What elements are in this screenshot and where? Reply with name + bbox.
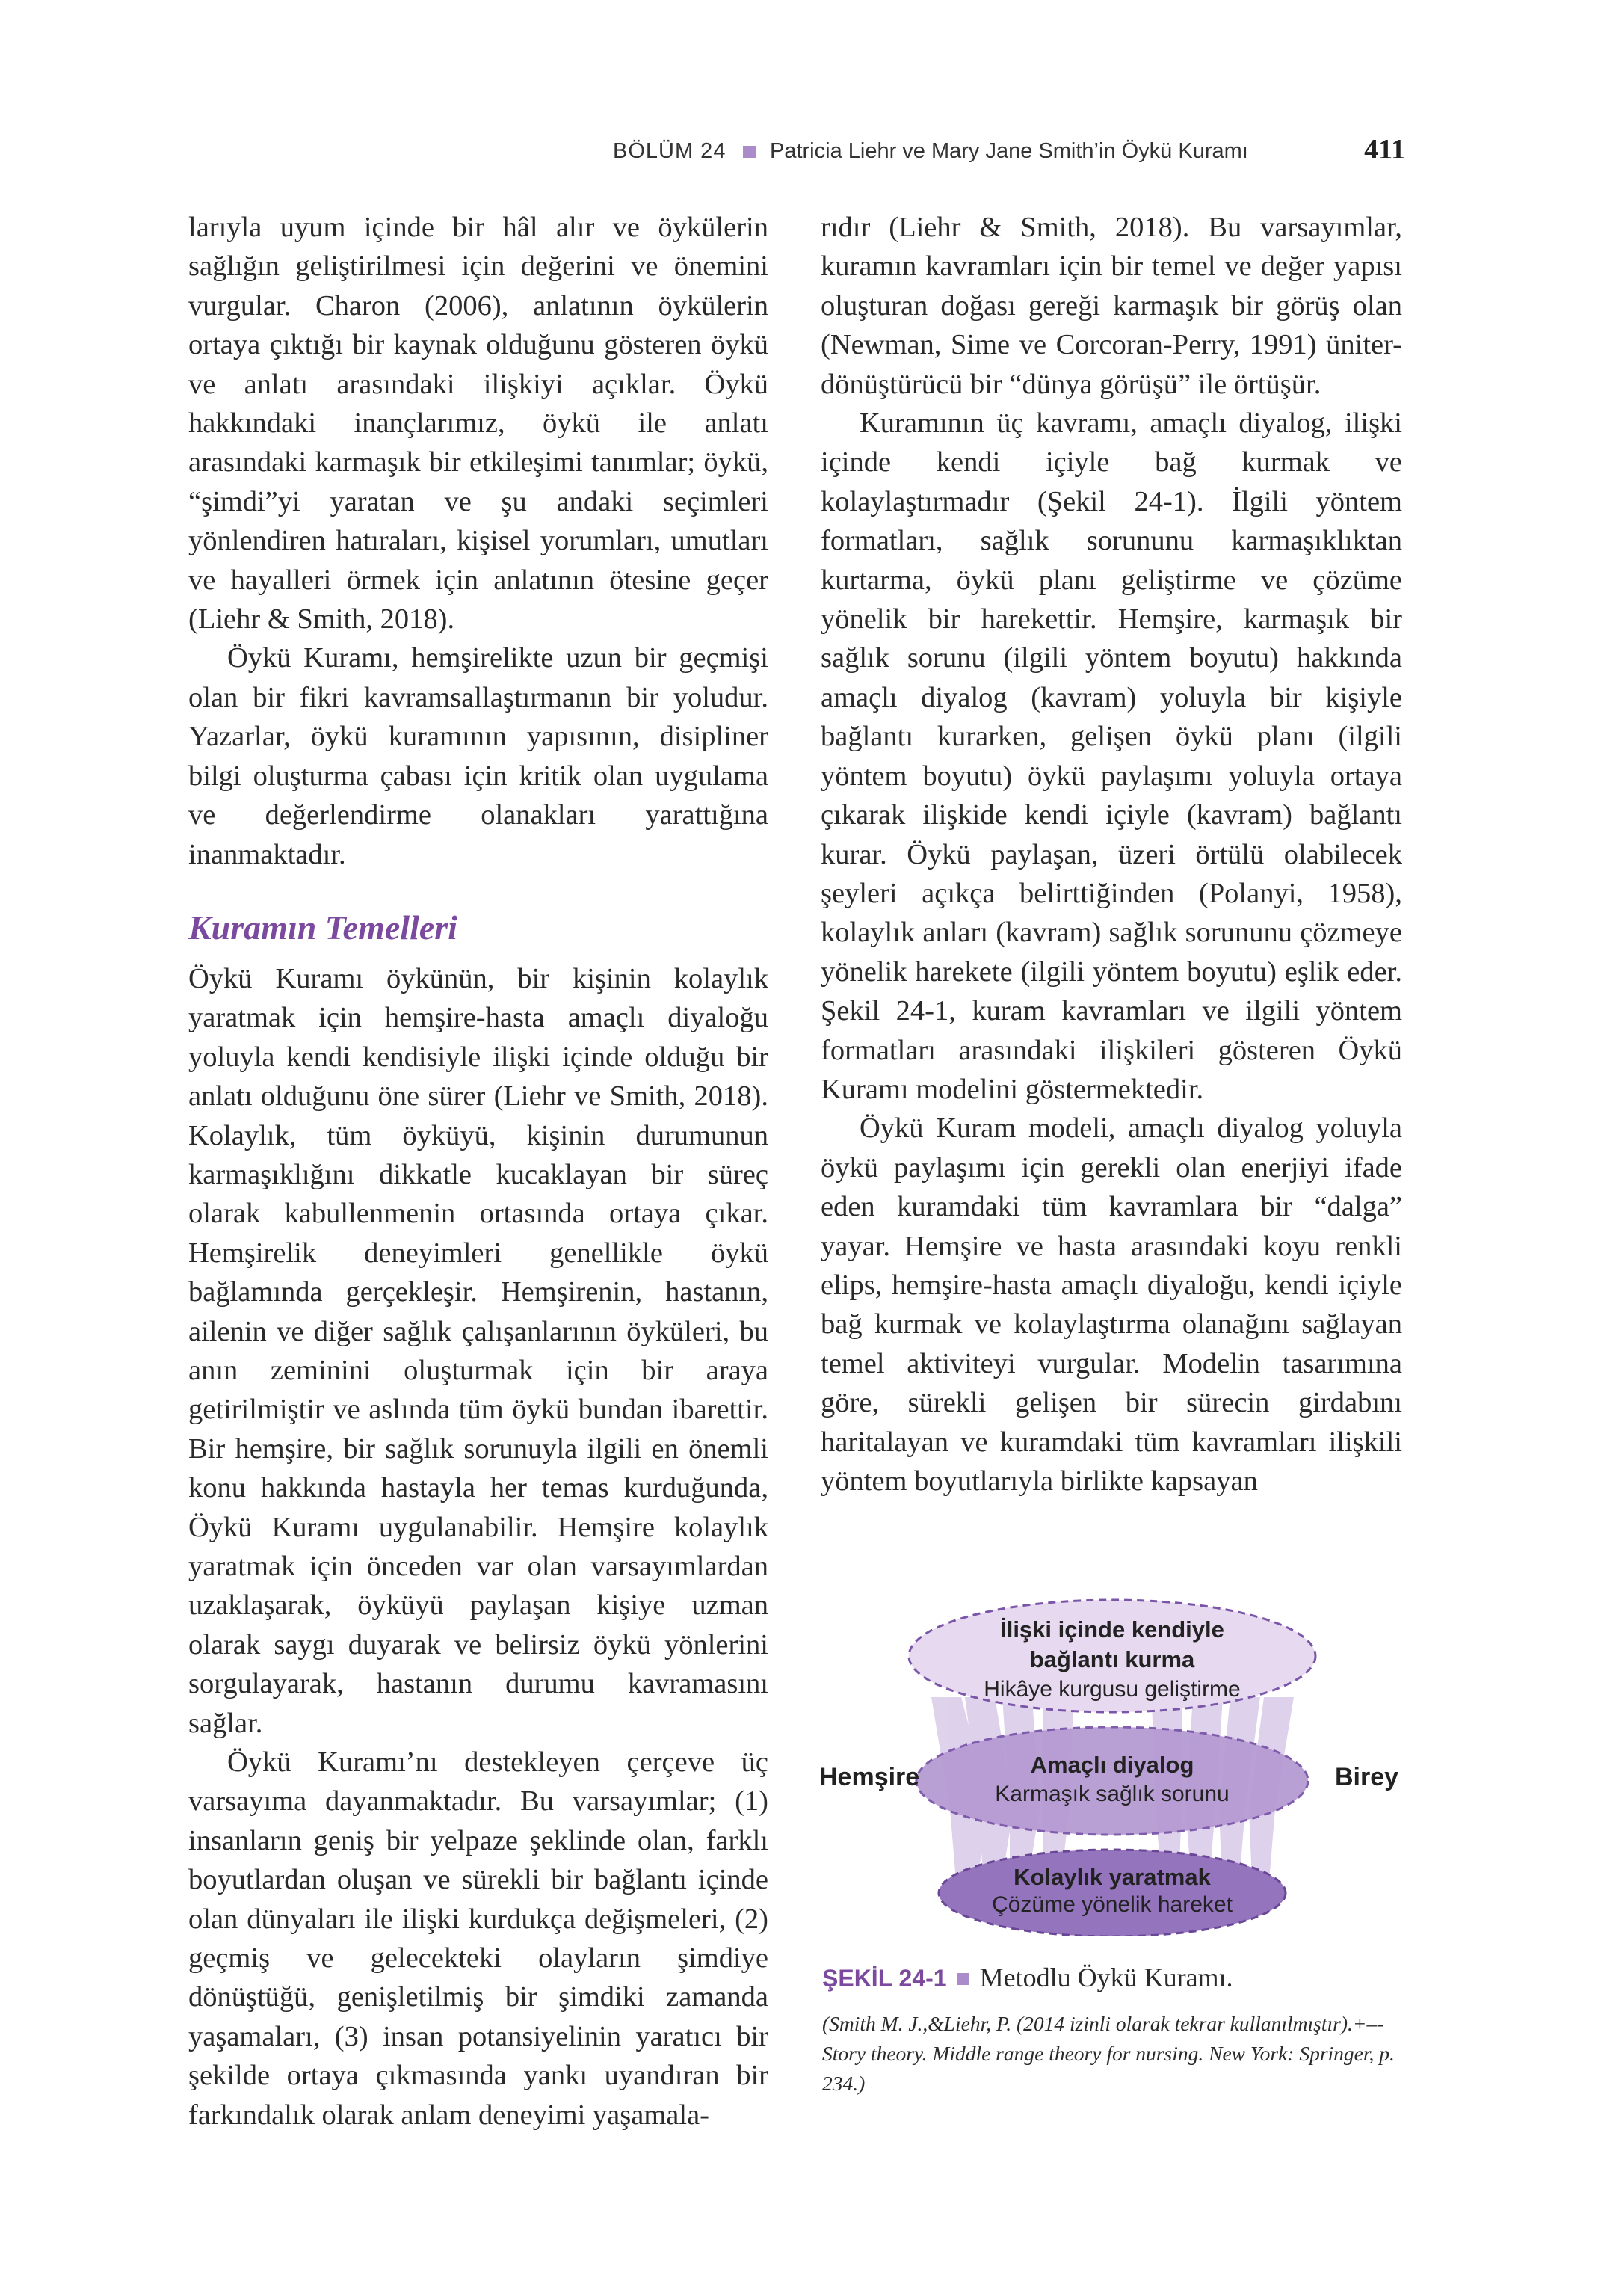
section-heading: Kuramın Temelleri <box>188 908 457 947</box>
top-title-line2: bağlantı kurma <box>1029 1646 1195 1672</box>
story-theory-figure <box>819 1585 1405 1936</box>
figure-number: ŞEKİL 24-1 <box>822 1965 947 1992</box>
chapter-label: BÖLÜM 24 <box>613 139 726 163</box>
nurse-label: Hemşire <box>819 1763 920 1791</box>
figure-title: Metodlu Öykü Kuramı. <box>979 1963 1233 1992</box>
bottom-ellipse-subtitle: Çözüme yönelik hareket <box>992 1892 1233 1917</box>
page-number: 411 <box>1364 134 1405 165</box>
middle-ellipse-title: Amaçlı diyalog <box>1030 1752 1194 1778</box>
bottom-ellipse-title: Kolaylık yaratmak <box>1014 1864 1211 1890</box>
paragraph: larıyla uyum içinde bir hâl alır ve öykülerin sağlığın geliştirilmesi için değerini ve önemini vurgular. Charon (2006), anlatının öykülerin ortaya çıktığı bir kaynak olduğunu gösteren öykü ve anlatı arasındaki ilişkiyi açıklar. Öykü hakkındaki inançlarımız, öykü ile anlatı arasındaki karmaşık bir etkileşimi tanımlar; öykü, “şimdi”yi yaratan ve şu andaki seçimleri yönlendiren hatıraları, kişisel yorumları, umutları ve hayalleri örmek için anlatının ötesine geçer (Liehr & Smith, 2018). <box>188 212 768 635</box>
top-title-line1: İlişki içinde kendiyle <box>1000 1616 1224 1643</box>
left-column <box>188 208 768 2135</box>
right-column <box>821 208 1402 1501</box>
caption-separator-square <box>957 1973 969 1985</box>
person-label: Birey <box>1335 1763 1399 1791</box>
header-separator-square <box>743 146 756 158</box>
paragraph: Öykü Kuramı öykünün, bir kişinin kolaylık yaratmak için hemşire-hasta amaçlı diyaloğu yoluyla kendi kendisiyle ilişki içinde olduğu bir anlatı olduğunu öne sürer (Liehr ve Smith, 2018). Kolaylık, tüm öyküyü, kişinin durumunun karmaşıklığını dikkatle kucaklayan bir süreç olarak kabullenmenin ortasında ortaya çıkar. Hemşirelik deneyimleri genellikle öykü bağlamında gerçekleşir. Hemşirenin, hastanın, ailenin ve diğer sağlık çalışanlarının öyküleri, bu anın zeminini oluşturmak için bir araya getirilmiştir ve aslında tüm öykü bundan ibarettir. Bir hemşire, bir sağlık sorunuyla ilgili en önemli konu hakkında hastayla her temas kurduğunda, Öykü Kuramı uygulanabilir. Hemşire kolaylık yaratmak için önceden var olan varsayımlardan uzaklaşarak, öyküyü paylaşan kişiye uzman olarak saygı duyarak ve belirsiz öykü yönlerini sorgulayarak, hastanın durumu kavramasını sağlar. <box>188 962 768 1739</box>
running-title: Patricia Liehr ve Mary Jane Smith’in Öykü Kuramı <box>770 139 1248 163</box>
paragraph: Öykü Kuramı’nı destekleyen çerçeve üç varsayıma dayanmaktadır. Bu varsayımlar; (1) insanların geniş bir yelpaze şeklinde olan, farklı boyutlardan oluşan ve sürekli bir bağlantı içinde olan dünyaları ile ilişki kurdukça değişmeleri, (2) geçmiş ve gelecekteki olayların şimdiye dönüştüğü, genişletilmiş bir şimdiki zamanda yaşamaları, (3) insan potansiyelinin yaratıcı bir şekilde ortaya çıkmasında yankı uyandıran bir farkındalık olarak anlam deneyimi yaşamala- <box>188 1746 768 2131</box>
figure-source: (Smith M. J.,&Liehr, P. (2014 izinli olarak tekrar kullanılmıştır).+–- Story theory. Middle range theory for nursing. New York: Springer, p. 234.) <box>822 2012 1395 2095</box>
top-ellipse-subtitle: Hikâye kurgusu geliştirme <box>984 1677 1241 1702</box>
running-head <box>523 133 1405 170</box>
figure-caption <box>822 1960 1405 2099</box>
paragraph: rıdır (Liehr & Smith, 2018). Bu varsayımlar, kuramın kavramları için bir temel ve değer yapısı oluşturan doğası gereği karmaşık bir görüş olan (Newman, Sime ve Corcoran-Perry, 1991) üniter-dönüştürücü bir “dünya görüşü” ile örtüşür. <box>821 212 1402 400</box>
top-ellipse-title <box>969 1615 1256 1675</box>
paragraph: Öykü Kuram modeli, amaçlı diyalog yoluyla öykü paylaşımı için gerekli olan enerjiyi ifade eden kuramdaki tüm kavramlara bir “dalga” yayar. Hemşire ve hasta arasındaki koyu renkli elips, hemşire-hasta amaçlı diyaloğu, kendi içiyle bağ kurmak ve kolaylaştırma olanağını sağlayan temel aktiviteyi vurgular. Modelin tasarımına göre, sürekli gelişen bir sürecin girdabını haritalayan ve kuramdaki tüm kavramları ilişkili yöntem boyutlarıyla birlikte kapsayan <box>821 1112 1402 1497</box>
paragraph: Öykü Kuramı, hemşirelikte uzun bir geçmişi olan bir fikri kavramsallaştırmanın bir yoludur. Yazarlar, öykü kuramının yapısının, disipliner bilgi oluşturma çabası için kritik olan uygulama ve değerlendirme olanakları yarattığına inanmaktadır. <box>188 642 768 870</box>
middle-ellipse-subtitle: Karmaşık sağlık sorunu <box>995 1782 1230 1806</box>
paragraph: Kuramının üç kavramı, amaçlı diyalog, ilişki içinde kendi içiyle bağ kurmak ve kolaylaştırmadır (Şekil 24-1). İlgili yöntem formatları, sağlık sorununu karmaşıklıktan kurtarma, öykü planı geliştirme ve çözüme yönelik bir harekettir. Hemşire, karmaşık bir sağlık sorunu (ilgili yöntem boyutu) hakkında amaçlı diyalog (kavram) yoluyla bir kişiyle bağlantı kurarken, gelişen öykü planı (ilgili yöntem boyutu) öykü paylaşımı yoluyla ortaya çıkarak ilişkide kendi içiyle (kavram) bağlantı kurar. Öykü paylaşan, üzeri örtülü olabilecek şeyleri açıkça belirttiğinden (Polanyi, 1958), kolaylık anları (kavram) sağlık sorununu çözmeye yönelik harekete (ilgili yöntem boyutu) eşlik eder. Şekil 24-1, kuram kavramları ve ilgili yöntem formatları arasındaki ilişkileri gösteren Öykü Kuramı modelini göstermektedir. <box>821 407 1402 1105</box>
